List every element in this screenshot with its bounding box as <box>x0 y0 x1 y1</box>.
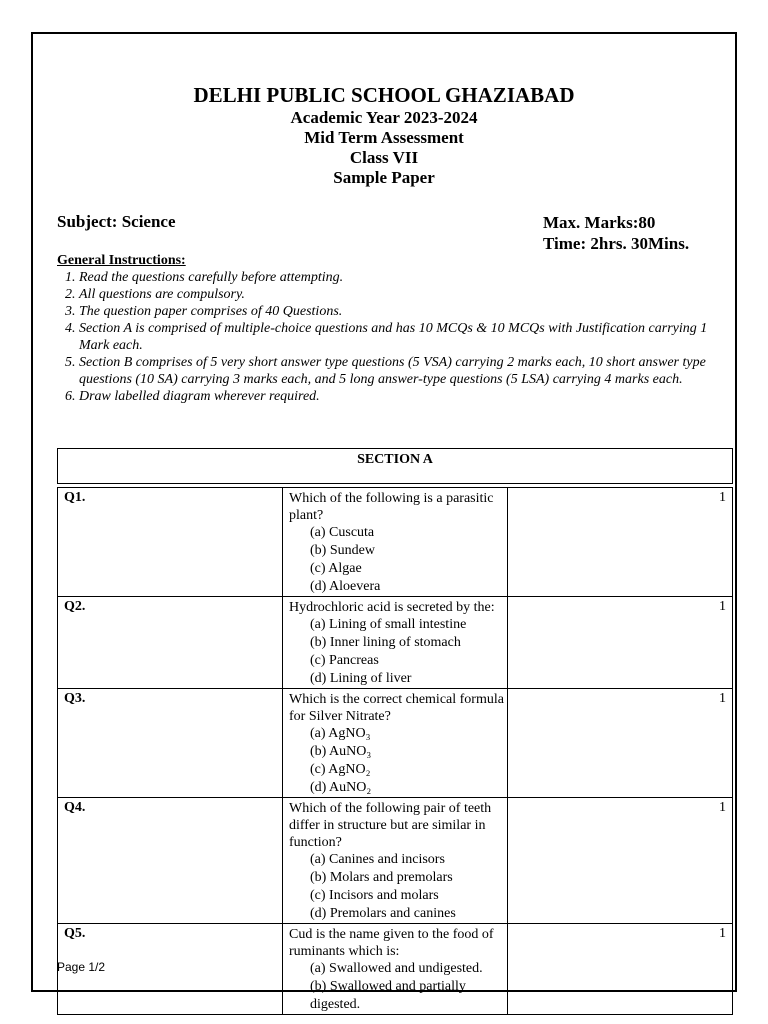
instruction-item: 1. Read the questions carefully before attempting. <box>79 269 729 286</box>
instruction-item: 5. Section B comprises of 5 very short answer type questions (5 VSA) carrying 2 marks each, 10 short answer type questions (10 SA) carrying 3 marks each, and 5 long answer-type questions (5 LSA) carrying 4 marks each. <box>79 354 729 388</box>
question-marks: 1 <box>508 798 733 924</box>
option: (c) Algae <box>310 561 362 576</box>
question-number: Q2. <box>58 597 283 689</box>
question-text: Which of the following is a parasitic plant? <box>289 491 494 523</box>
assessment-name: Mid Term Assessment <box>304 128 464 147</box>
question-row <box>58 597 733 689</box>
question-number: Q4. <box>58 798 283 924</box>
class-name: Class VII <box>349 148 419 167</box>
marks-time-block <box>543 212 689 254</box>
option: (d) AuNO₂ <box>310 780 372 795</box>
option: (d) Aloevera <box>310 579 381 594</box>
option: (d) Premolars and canines <box>310 906 456 921</box>
question-body <box>283 689 508 798</box>
max-marks: Max. Marks:80 <box>543 213 656 232</box>
options-list <box>289 725 507 797</box>
options-list <box>289 524 507 596</box>
question-text: Cud is the name given to the food of ruminants which is: <box>289 927 494 959</box>
option: (a) Swallowed and undigested. <box>310 961 483 976</box>
option: (b) Inner lining of stomach <box>310 635 461 650</box>
question-text: Which of the following pair of teeth differ in structure but are similar in function? <box>289 801 492 850</box>
paper-type: Sample Paper <box>333 168 435 187</box>
instructions-title: General Instructions: <box>57 253 186 268</box>
option: (a) AgNO₃ <box>310 726 371 741</box>
question-marks: 1 <box>508 597 733 689</box>
question-body <box>283 597 508 689</box>
option: (b) Molars and premolars <box>310 870 453 885</box>
option: (c) Incisors and molars <box>310 888 439 903</box>
question-body <box>283 798 508 924</box>
option: (b) Swallowed and partially digested. <box>310 979 466 1012</box>
instruction-item: 6. Draw labelled diagram wherever required. <box>79 388 729 405</box>
question-text: Which is the correct chemical formula for Silver Nitrate? <box>289 692 504 724</box>
document-header <box>0 82 768 188</box>
question-marks: 1 <box>508 488 733 597</box>
option: (c) AgNO₂ <box>310 762 371 777</box>
page-number: Page 1/2 <box>57 960 106 974</box>
instruction-item: 4. Section A is comprised of multiple-choice questions and has 10 MCQs & 10 MCQs with Justification carrying 1 Mark each. <box>79 320 729 354</box>
option: (b) Sundew <box>310 543 375 558</box>
option: (c) Pancreas <box>310 653 379 668</box>
option: (a) Cuscuta <box>310 525 375 540</box>
questions-table <box>57 448 733 1015</box>
option: (a) Lining of small intestine <box>310 617 467 632</box>
instructions-list <box>57 269 729 405</box>
options-list <box>289 960 507 1014</box>
question-body <box>283 488 508 597</box>
school-name: DELHI PUBLIC SCHOOL GHAZIABAD <box>193 83 575 107</box>
option: (a) Canines and incisors <box>310 852 445 867</box>
question-row <box>58 689 733 798</box>
question-marks: 1 <box>508 689 733 798</box>
question-row <box>58 798 733 924</box>
question-number: Q5. <box>58 924 283 1015</box>
general-instructions <box>57 253 729 405</box>
question-number: Q3. <box>58 689 283 798</box>
question-marks: 1 <box>508 924 733 1015</box>
option: (b) AuNO₃ <box>310 744 372 759</box>
section-title: SECTION A <box>58 449 733 484</box>
subject-label: Subject: Science <box>57 212 176 231</box>
question-row <box>58 924 733 1015</box>
options-list <box>289 851 507 923</box>
question-body <box>283 924 508 1015</box>
instruction-item: 2. All questions are compulsory. <box>79 286 729 303</box>
time-allowed: Time: 2hrs. 30Mins. <box>543 234 690 253</box>
question-row <box>58 488 733 597</box>
option: (d) Lining of liver <box>310 671 412 686</box>
instruction-item: 3. The question paper comprises of 40 Questions. <box>79 303 729 320</box>
options-list <box>289 616 507 688</box>
question-text: Hydrochloric acid is secreted by the: <box>289 600 495 615</box>
question-number: Q1. <box>58 488 283 597</box>
academic-year: Academic Year 2023-2024 <box>290 108 478 127</box>
